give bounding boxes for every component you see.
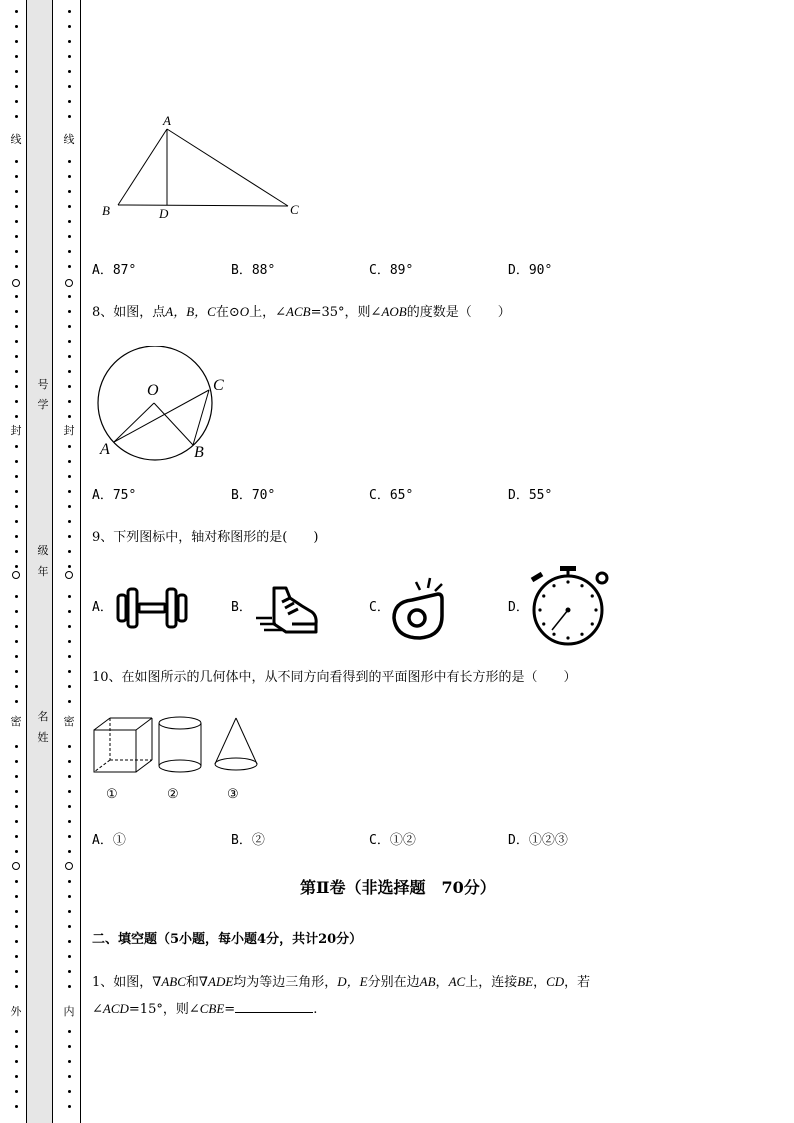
gutter-dot: [68, 970, 71, 973]
gutter-dot: [68, 955, 71, 958]
gutter-dot: [15, 250, 18, 253]
section-title: 第Ⅱ卷（非选择题 70分）: [300, 878, 496, 897]
gutter-dot: [15, 25, 18, 28]
q10-option-c[interactable]: C．①②: [369, 833, 416, 848]
left-mark-xian: 线: [10, 133, 22, 146]
solid-label-3: ③: [227, 787, 239, 802]
gutter-dot: [68, 505, 71, 508]
right-mark-nei: 内: [63, 1005, 75, 1018]
gutter-dot: [68, 850, 71, 853]
gutter-dot: [15, 160, 18, 163]
cylinder-solid: [154, 714, 206, 778]
left-mark-circle: [12, 571, 20, 579]
right-mark-circle: [65, 279, 73, 287]
gutter-dot: [15, 790, 18, 793]
answer-blank[interactable]: [235, 1000, 313, 1013]
stopwatch-tick: [594, 608, 597, 611]
q8-circle-figure: [94, 346, 234, 464]
gutter-dot: [15, 490, 18, 493]
stopwatch-tick: [538, 608, 541, 611]
gutter-border-line: [80, 0, 81, 1123]
field-label-nian: 年: [37, 565, 49, 578]
gutter-dot: [15, 535, 18, 538]
cube-solid: [90, 714, 160, 778]
gutter-dot: [15, 415, 18, 418]
gutter-dot: [15, 40, 18, 43]
gutter-dot: [68, 190, 71, 193]
gutter-dot: [15, 370, 18, 373]
label-A: A: [163, 113, 171, 128]
gutter-dot: [68, 1030, 71, 1033]
gutter-dot: [15, 895, 18, 898]
gutter-dot: [15, 640, 18, 643]
gutter-dot: [68, 100, 71, 103]
gutter-dot: [68, 805, 71, 808]
gutter-dot: [15, 10, 18, 13]
gutter-dot: [68, 985, 71, 988]
gutter-dot: [68, 220, 71, 223]
gutter-dot: [15, 400, 18, 403]
q9-option-a-letter[interactable]: A．: [92, 600, 113, 615]
gutter-dot: [68, 835, 71, 838]
gutter-dot: [15, 1105, 18, 1108]
stopwatch-tick: [566, 636, 569, 639]
gutter-dot: [15, 355, 18, 358]
stopwatch-tick: [542, 622, 545, 625]
stopwatch-tick: [591, 622, 594, 625]
stopwatch-tick: [580, 633, 583, 636]
left-mark-feng: 封: [10, 424, 22, 437]
gutter-dot: [68, 595, 71, 598]
gutter-dot: [15, 460, 18, 463]
gutter-dot: [15, 685, 18, 688]
gutter-dot: [68, 745, 71, 748]
whistle-icon[interactable]: [390, 572, 446, 642]
label-A: A: [100, 441, 110, 458]
q8-option-a[interactable]: A．75°: [92, 488, 137, 503]
gutter-dot: [68, 895, 71, 898]
right-mark-feng: 封: [63, 424, 75, 437]
gutter-dot: [68, 205, 71, 208]
gutter-dot: [68, 1060, 71, 1063]
gutter-dot: [15, 955, 18, 958]
gutter-dot: [68, 445, 71, 448]
gutter-dot: [15, 100, 18, 103]
left-mark-circle: [12, 862, 20, 870]
q9-stem: 9、下列图标中，轴对称图形的是( ): [92, 530, 319, 545]
gutter-dot: [15, 940, 18, 943]
gutter-dot: [15, 880, 18, 883]
gutter-dot: [68, 775, 71, 778]
gutter-dot: [15, 835, 18, 838]
label-B: B: [194, 444, 204, 461]
left-mark-wai: 外: [10, 1005, 22, 1018]
q7-option-a[interactable]: A．87°: [92, 263, 137, 278]
gutter-dot: [68, 910, 71, 913]
gutter-dot: [68, 1090, 71, 1093]
gutter-dot: [15, 295, 18, 298]
gutter-dot: [15, 325, 18, 328]
gutter-dot: [15, 190, 18, 193]
label-C: C: [213, 377, 224, 394]
gutter-dot: [15, 235, 18, 238]
label-D: D: [159, 206, 169, 221]
solid-label-1: ①: [106, 787, 118, 802]
gutter-dot: [15, 475, 18, 478]
gutter-dot: [68, 250, 71, 253]
gutter-dot: [15, 565, 18, 568]
gutter-dot: [15, 775, 18, 778]
gutter-dot: [68, 475, 71, 478]
gutter-dot: [68, 400, 71, 403]
gutter-dot: [15, 220, 18, 223]
q7-option-d[interactable]: D．90°: [508, 263, 553, 278]
gutter-dot: [68, 340, 71, 343]
gutter-dot: [15, 1045, 18, 1048]
gutter-dot: [15, 1075, 18, 1078]
gutter-dot: [68, 760, 71, 763]
field-label-hao: 号: [37, 378, 49, 391]
q10-stem: 10、在如图所示的几何体中，从不同方向看得到的平面图形中有长方形的是（ ）: [92, 670, 577, 685]
gutter-dot: [68, 415, 71, 418]
right-mark-circle: [65, 571, 73, 579]
gutter-dot: [68, 685, 71, 688]
gutter-dot: [15, 970, 18, 973]
q7-triangle-figure: [96, 112, 316, 224]
section-heading: 二、填空题（5小题，每小题4分，共计20分）: [92, 932, 363, 947]
gutter-dot: [68, 1045, 71, 1048]
field-label-ming: 名: [37, 710, 49, 723]
q9-option-b-letter[interactable]: B．: [231, 600, 252, 615]
gutter-dot: [68, 940, 71, 943]
gutter-dot: [68, 1105, 71, 1108]
gutter-dot: [15, 925, 18, 928]
stopwatch-tick: [580, 584, 583, 587]
q8-option-d[interactable]: D．55°: [508, 488, 553, 503]
label-C: C: [290, 202, 299, 217]
gutter-dot: [68, 460, 71, 463]
q8-stem: 8、如图，点A，B，C在⊙O上，∠ACB=35°，则∠AOB的度数是（ ）: [92, 304, 511, 320]
gutter-dot: [15, 1090, 18, 1093]
gutter-dot: [68, 880, 71, 883]
gutter-dot: [15, 550, 18, 553]
gutter-dot: [68, 655, 71, 658]
dumbbell-icon[interactable]: [114, 585, 190, 631]
field-label-xing: 姓: [37, 731, 49, 744]
stopwatch-tick: [542, 594, 545, 597]
running-shoe-icon[interactable]: [252, 584, 322, 638]
gutter-dot: [68, 310, 71, 313]
gutter-dot: [15, 70, 18, 73]
gutter-dot: [15, 175, 18, 178]
gutter-dot: [68, 565, 71, 568]
gutter-dot: [68, 265, 71, 268]
gutter-dot: [68, 70, 71, 73]
left-mark-circle: [12, 279, 20, 287]
gutter-dot: [15, 55, 18, 58]
gutter-dot: [68, 175, 71, 178]
gutter-dot: [68, 25, 71, 28]
gutter-dot: [15, 985, 18, 988]
gutter-dot: [68, 355, 71, 358]
gutter-dot: [15, 610, 18, 613]
gutter-dot: [15, 1060, 18, 1063]
gutter-dot: [68, 55, 71, 58]
fill1-line2: ∠ACD=15°，则∠CBE= .: [92, 1001, 318, 1017]
gutter-dot: [15, 205, 18, 208]
gutter-dot: [15, 700, 18, 703]
right-mark-xian: 线: [63, 133, 75, 146]
solid-label-2: ②: [167, 787, 179, 802]
q9-option-d-letter[interactable]: D．: [508, 600, 529, 615]
gutter-dot: [68, 235, 71, 238]
cone-solid: [210, 714, 262, 778]
gutter-dot: [68, 610, 71, 613]
gutter-dot: [15, 760, 18, 763]
right-mark-circle: [65, 862, 73, 870]
gutter-dot: [15, 625, 18, 628]
stopwatch-tick: [591, 594, 594, 597]
gutter-dot: [68, 790, 71, 793]
gutter-dot: [68, 10, 71, 13]
gutter-dot: [15, 265, 18, 268]
gutter-dot: [68, 520, 71, 523]
gutter-dot: [15, 310, 18, 313]
left-mark-mi: 密: [10, 715, 22, 728]
label-O: O: [147, 382, 159, 399]
stopwatch-icon[interactable]: [528, 566, 612, 648]
gutter-dot: [68, 820, 71, 823]
gutter-dot: [15, 910, 18, 913]
gutter-dot: [68, 640, 71, 643]
q9-option-c-letter[interactable]: C．: [369, 600, 390, 615]
gutter-dot: [68, 385, 71, 388]
gutter-dot: [15, 85, 18, 88]
q8-option-b[interactable]: B．70°: [231, 488, 276, 503]
q10-option-b[interactable]: B．②: [231, 833, 265, 848]
gutter-dot: [68, 490, 71, 493]
gutter-shaded-strip: [26, 0, 53, 1123]
gutter-dot: [15, 820, 18, 823]
right-mark-mi: 密: [63, 715, 75, 728]
field-label-xue: 学: [37, 398, 49, 411]
gutter-dot: [15, 595, 18, 598]
gutter-dot: [15, 115, 18, 118]
label-B: B: [102, 203, 110, 218]
gutter-dot: [15, 505, 18, 508]
gutter-dot: [15, 520, 18, 523]
gutter-dot: [68, 550, 71, 553]
stopwatch-tick: [552, 633, 555, 636]
q7-option-c[interactable]: C．89°: [369, 263, 414, 278]
gutter-dot: [15, 1030, 18, 1033]
stopwatch-tick: [566, 580, 569, 583]
gutter-dot: [15, 340, 18, 343]
gutter-dot: [15, 805, 18, 808]
gutter-dot: [15, 850, 18, 853]
gutter-dot: [68, 535, 71, 538]
q10-option-a[interactable]: A．①: [92, 833, 126, 848]
gutter-dot: [68, 85, 71, 88]
gutter-dot: [15, 655, 18, 658]
gutter-dot: [68, 160, 71, 163]
fill1-line1: 1、如图，∇ABC和∇ADE均为等边三角形，D，E分别在边AB，AC上，连接BE，CD，若: [92, 974, 591, 990]
gutter-dot: [68, 1075, 71, 1078]
gutter-dot: [68, 370, 71, 373]
gutter-dot: [15, 745, 18, 748]
gutter-dot: [68, 115, 71, 118]
field-label-ji: 级: [37, 544, 49, 557]
q8-option-c[interactable]: C．65°: [369, 488, 414, 503]
q7-option-b[interactable]: B．88°: [231, 263, 276, 278]
gutter-dot: [68, 40, 71, 43]
gutter-dot: [68, 700, 71, 703]
gutter-dot: [68, 295, 71, 298]
gutter-dot: [68, 325, 71, 328]
gutter-dot: [15, 445, 18, 448]
gutter-dot: [68, 670, 71, 673]
gutter-dot: [68, 625, 71, 628]
gutter-dot: [15, 385, 18, 388]
gutter-dot: [68, 925, 71, 928]
q10-option-d[interactable]: D．①②③: [508, 833, 568, 848]
stopwatch-tick: [552, 584, 555, 587]
gutter-dot: [15, 670, 18, 673]
